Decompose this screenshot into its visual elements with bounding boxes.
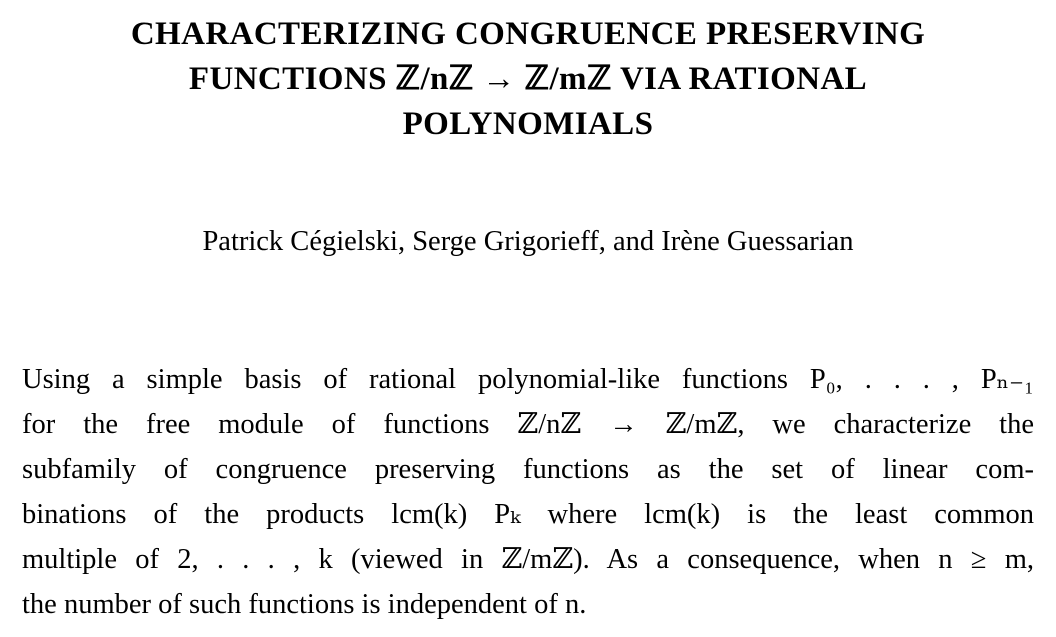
abstract-line-3: subfamily of congruence preserving functions as the set of linear com- bbox=[22, 454, 1034, 485]
abstract-line-4: binations of the products lcm(k) Pₖ where lcm(k) is the least common bbox=[22, 499, 1034, 530]
abstract-line-6: the number of such functions is independent of n. bbox=[22, 589, 587, 620]
paper-title-line-3: POLYNOMIALS bbox=[402, 106, 654, 142]
paper-title-line-1: CHARACTERIZING CONGRUENCE PRESERVING bbox=[130, 16, 926, 52]
paper-title-line-2: FUNCTIONS ℤ/nℤ → ℤ/mℤ VIA RATIONAL bbox=[188, 61, 868, 97]
paper-authors: Patrick Cégielski, Serge Grigorieff, and Irène Guessarian bbox=[202, 226, 854, 257]
abstract-line-1: Using a simple basis of rational polynomial-like functions P₀, . . . , Pₙ₋₁ bbox=[22, 364, 1034, 395]
abstract-line-5: multiple of 2, . . . , k (viewed in ℤ/mℤ). As a consequence, when n ≥ m, bbox=[22, 544, 1034, 575]
abstract-line-2: for the free module of functions ℤ/nℤ → ℤ/mℤ, we characterize the bbox=[22, 409, 1034, 440]
